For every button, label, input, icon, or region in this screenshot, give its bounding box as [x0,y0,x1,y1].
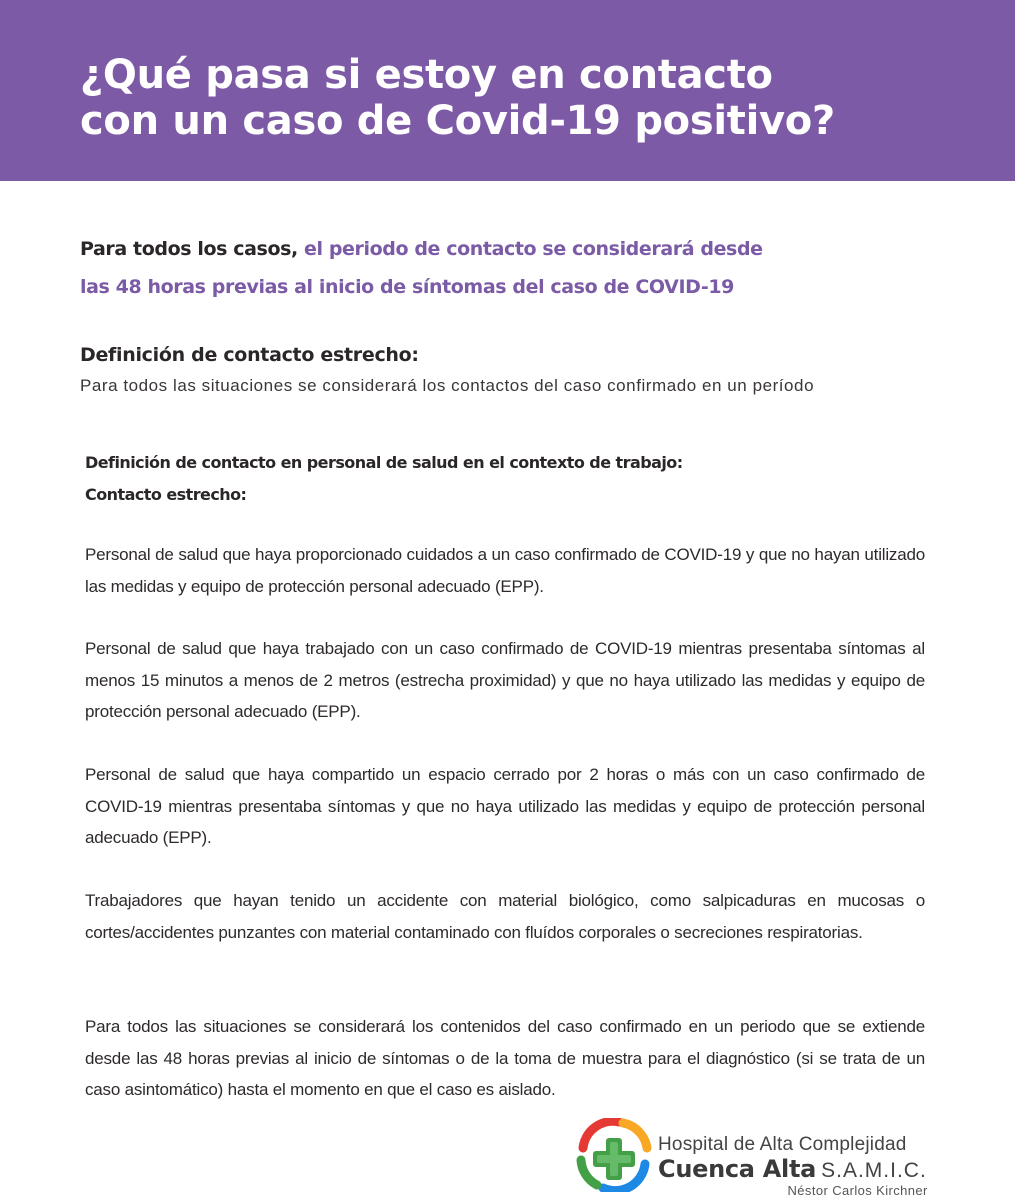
page-title-line-1: ¿Qué pasa si estoy en contacto [80,52,773,98]
paragraph-contact-period: Para todos las situaciones se considerará los contenidos del caso confirmado en un periodo que se extiende desde las 48 horas previas al inicio de síntomas o de la toma de muestra para el diagnóstico (si se trata de un caso asintomático) hasta el momento en que el caso es aislado. [85,1017,925,1099]
hospital-cross-icon [573,1118,653,1192]
paragraph-biological-accident: Trabajadores que hayan tenido un accidente con material biológico, como salpicaduras en mucosas o cortes/accidentes punzantes con material contaminado con fluídos corporales o secreciones respiratorias. [85,891,925,942]
paragraph-shared-space: Personal de salud que haya compartido un espacio cerrado por 2 horas o más con un caso confirmado de COVID-19 mientras presentaba síntomas y que no haya utilizado las medidas y equipo de protección personal adecuado (EPP). [85,765,925,847]
logo-dedication: Néstor Carlos Kirchner [787,1183,928,1198]
page-title-line-2: con un caso de Covid-19 positivo? [80,98,835,145]
health-staff-heading [85,447,683,511]
logo-hospital-type: Hospital de Alta Complejidad [658,1134,907,1155]
logo-name: Cuenca Alta [658,1155,817,1183]
intro-highlight-2: las 48 horas previas al inicio de síntomas del caso de COVID-19 [80,276,734,298]
health-staff-subtitle: Contacto estrecho: [85,485,247,504]
close-contact-heading: Definición de contacto estrecho: [80,344,419,366]
intro-lead: Para todos los casos, [80,238,298,260]
logo-suffix: S.A.M.I.C. [821,1159,927,1182]
close-contact-text: Para todos las situaciones se considerará los contactos del caso confirmado en un período [80,376,815,395]
intro-statement [80,230,960,306]
page-title [80,52,835,145]
intro-highlight-1: el periodo de contacto se considerará desde [304,238,763,260]
header-banner [0,0,1015,181]
health-staff-title: Definición de contacto en personal de salud en el contexto de trabajo: [85,453,683,472]
paragraph-worked-with-case: Personal de salud que haya trabajado con un caso confirmado de COVID-19 mientras presentaba síntomas al menos 15 minutos a menos de 2 metros (estrecha proximidad) y que no haya utilizado las medidas y equipo de protección personal adecuado (EPP). [85,639,925,721]
paragraph-care-provided: Personal de salud que haya proporcionado cuidados a un caso confirmado de COVID-19 y que no hayan utilizado las medidas y equipo de protección personal adecuado (EPP). [85,545,925,596]
logo-name-row [658,1155,927,1183]
hospital-logo [658,1134,928,1198]
